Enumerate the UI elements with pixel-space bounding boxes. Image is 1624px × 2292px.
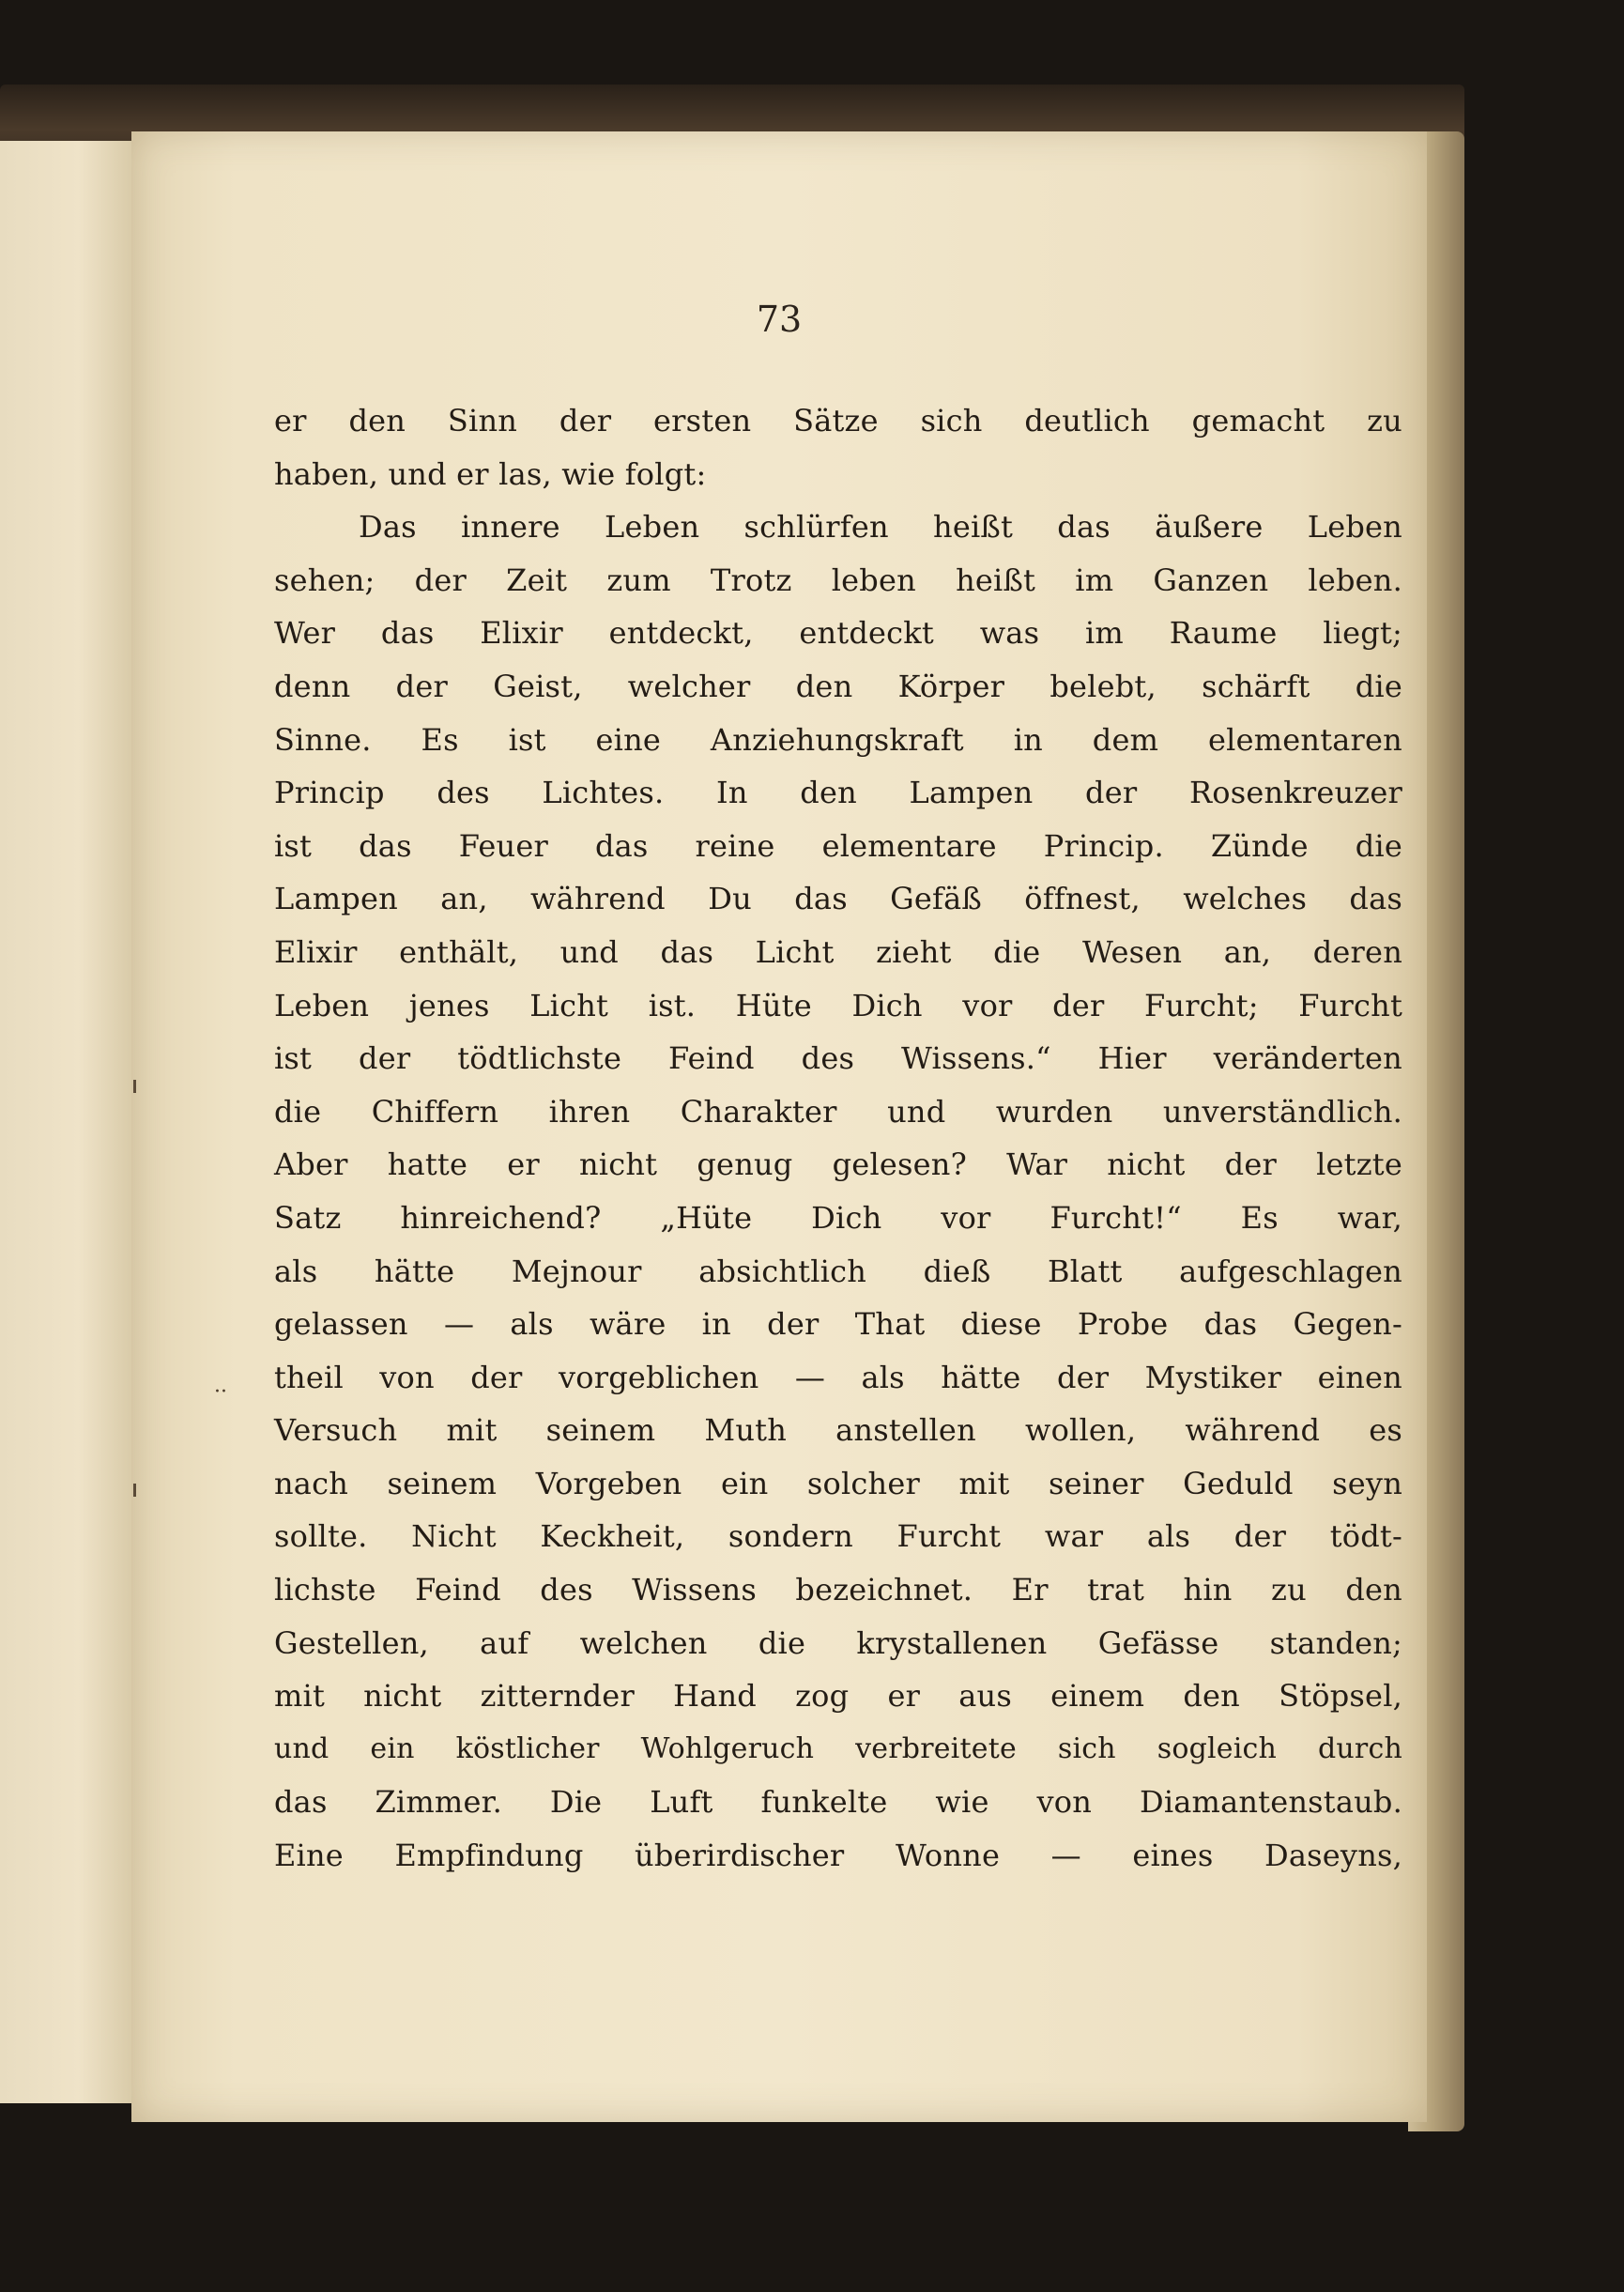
text-line: er den Sinn der ersten Sätze sich deutlich gemacht zu: [274, 403, 1402, 438]
text-line: Eine Empfindung überirdischer Wonne — eines Daseyns,: [274, 1838, 1402, 1874]
book-page: [131, 131, 1427, 2122]
text-line: denn der Geist, welcher den Körper belebt, schärft die: [274, 668, 1402, 704]
margin-mark: ··: [214, 1380, 227, 1404]
text-line: sollte. Nicht Keckheit, sondern Furcht war als der tödt-: [274, 1518, 1402, 1555]
text-line: Princip des Lichtes. In den Lampen der Rosenkreuzer: [274, 775, 1402, 811]
text-line: Wer das Elixir entdeckt, entdeckt was im Raume liegt;: [274, 615, 1402, 652]
page-number: 73: [756, 299, 803, 340]
text-line: ist der tödtlichste Feind des Wissens.“ Hier veränderten: [274, 1040, 1402, 1077]
text-line: Elixir enthält, und das Licht zieht die Wesen an, deren: [274, 933, 1402, 970]
text-line: das Zimmer. Die Luft funkelte wie von Diamantenstaub.: [274, 1784, 1402, 1821]
text-line: Gestellen, auf welchen die krystallenen Gefässe standen;: [274, 1624, 1402, 1661]
text-line: Satz hinreichend? „Hüte Dich vor Furcht!“ Es war,: [274, 1199, 1402, 1236]
margin-tick: [133, 1080, 136, 1093]
text-line: gelassen — als wäre in der That diese Probe das Gegen-: [274, 1306, 1402, 1343]
left-page-edge: [0, 141, 133, 2103]
margin-tick: [133, 1484, 136, 1497]
page-text: [274, 394, 1402, 1883]
text-line: als hätte Mejnour absichtlich dieß Blatt aufgeschlagen: [274, 1253, 1402, 1289]
text-line: theil von der vorgeblichen — als hätte der Mystiker einen: [274, 1359, 1402, 1395]
text-line: Versuch mit seinem Muth anstellen wollen, während es: [274, 1412, 1402, 1449]
text-line: lichste Feind des Wissens bezeichnet. Er trat hin zu den: [274, 1572, 1402, 1608]
text-line: sehen; der Zeit zum Trotz leben heißt im Ganzen leben.: [274, 561, 1402, 598]
text-line: Das innere Leben schlürfen heißt das äußere Leben: [359, 509, 1402, 546]
text-line: haben, und er las, wie folgt:: [274, 455, 707, 492]
text-line: Aber hatte er nicht genug gelesen? War nicht der letzte: [274, 1146, 1402, 1183]
text-line: die Chiffern ihren Charakter und wurden unverständlich.: [274, 1093, 1402, 1130]
text-line: und ein köstlicher Wohlgeruch verbreitete sich sogleich durch: [274, 1731, 1402, 1765]
text-line: Lampen an, während Du das Gefäß öffnest, welches das: [274, 881, 1402, 917]
text-line: nach seinem Vorgeben ein solcher mit seiner Geduld seyn: [274, 1465, 1402, 1501]
text-line: mit nicht zitternder Hand zog er aus einem den Stöpsel,: [274, 1678, 1402, 1715]
text-line: Leben jenes Licht ist. Hüte Dich vor der Furcht; Furcht: [274, 987, 1402, 1023]
text-line: Sinne. Es ist eine Anziehungskraft in dem elementaren: [274, 721, 1402, 758]
text-line: ist das Feuer das reine elementare Princip. Zünde die: [274, 827, 1402, 864]
